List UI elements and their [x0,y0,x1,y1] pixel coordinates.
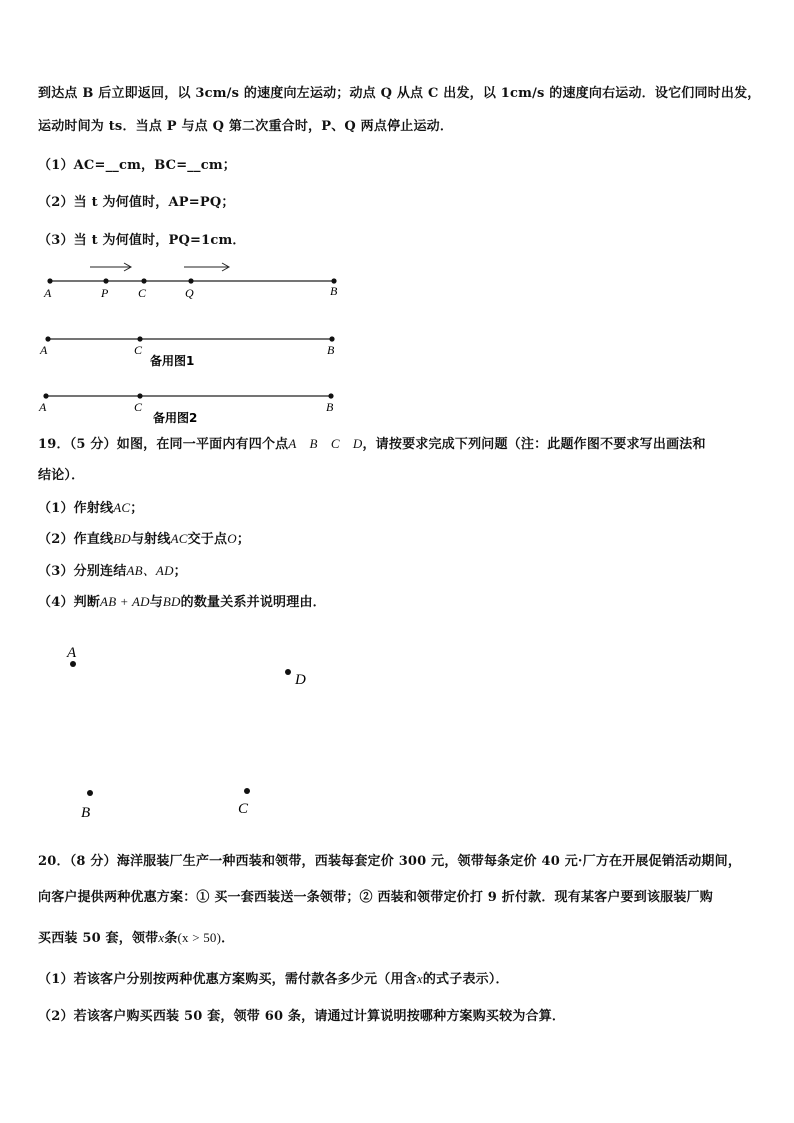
q19-sub1-end: ； [130,501,144,516]
label-a: A [40,343,48,357]
point-b [87,790,93,796]
label-c: C [134,400,143,414]
point-c [141,278,146,283]
q19-sub4-text: （4）判断 [38,595,101,610]
q20-sub1-var: x [416,971,423,986]
q19-figure [0,635,794,825]
q19-stem-line2: 结论）． [38,468,85,483]
point-a [70,661,76,667]
q19-subquestion-4 [38,591,326,610]
q19-sub1-text: （1）作射线 [38,501,114,516]
q19-sub3-end: ； [173,564,187,579]
q18-figure-spare-1 [39,336,335,368]
point-p [103,278,108,283]
q20-text-line2: 向客户提供两种优惠方案：① 买一套西装送一条领带；② 西装和领带定价打 9 折付款．现有某客户要到该服装厂购 [38,890,713,905]
label-b: B [327,343,335,357]
q19-sub1-math: AC [113,500,131,515]
q19-sub2-end: ； [236,532,251,547]
q20-line3-text2: 条 [164,931,178,946]
q18-text-line2: 运动时间为 ts．当点 P 与点 Q 第二次重合时，P、Q 两点停止运动． [38,119,454,134]
q19-sub4-math2: BD [162,594,181,609]
q18-figure-main [43,263,338,300]
point-b [331,278,336,283]
q20-text-line1: 20．（8 分）海洋服装厂生产一种西装和领带，西装每套定价 300 元，领带每条定价 40 元·厂方在开展促销活动期间， [38,854,742,869]
q19-sub2-text: （2）作直线 [38,532,114,547]
q19-sub3-math: AB、AD [126,563,174,578]
label-a: A [67,645,77,661]
q19-sub2-math2: AC [170,531,188,546]
label-a: A [39,400,47,414]
q19-sub3-text: （3）分别连结 [38,564,127,579]
q19-sub4-end: 的数量关系并说明理由． [180,595,326,610]
label-p: P [101,286,109,300]
q19-subquestion-3 [38,560,187,579]
q20-line3-end: ． [221,931,235,946]
q19-subquestion-2 [38,528,250,547]
q18-figure-spare-2 [38,393,334,425]
q19-stem-points: A B C D [288,436,363,451]
q19-sub2-math3: O [227,531,237,546]
q19-sub2-text2: 与射线 [130,532,171,547]
q18-text-line1: 到达点 B 后立即返回，以 3cm/s 的速度向左运动；动点 Q 从点 C 出发，以 1cm/s 的速度向右运动．设它们同时出发， [38,86,761,101]
point-q [188,278,193,283]
q20-line3-text: 买西装 50 套，领带 [38,931,159,946]
q19-stem-start: 19．（5 分）如图，在同一平面内有四个点 [38,437,289,452]
q20-subquestion-2: （2）若该客户购买西装 50 套，领带 60 条，请通过计算说明按哪种方案购买较为合算． [38,1009,566,1024]
point-d [285,669,291,675]
caption-spare-2: 备用图2 [153,411,198,425]
q20-line3-var: x [158,930,165,945]
q19-stem-line1 [38,433,706,452]
point-a [47,278,52,283]
arrow-q-icon [184,263,229,271]
label-b: B [81,805,91,821]
q19-sub4-math1: AB + AD [100,594,150,609]
point-c [244,788,250,794]
q18-subquestion-3: （3）当 t 为何值时，PQ=1cm． [38,233,246,248]
q19-subquestion-1 [38,497,143,516]
label-c: C [238,801,249,817]
q18-subquestion-1: （1）AC=__cm，BC=__cm； [38,158,236,173]
caption-spare-1: 备用图1 [150,354,195,368]
q19-sub2-text3: 交于点 [187,532,228,547]
label-c: C [134,343,143,357]
q20-line3-condition: (x > 50) [177,930,222,945]
point-b [328,393,333,398]
q20-sub1-text: （1）若该客户分别按两种优惠方案购买，需付款各多少元（用含 [38,972,417,987]
point-b [329,336,334,341]
q18-figures [0,255,794,425]
q19-sub2-math1: BD [113,531,131,546]
point-c [137,336,142,341]
q20-subquestion-1 [38,968,509,987]
label-a: A [44,286,52,300]
point-a [45,336,50,341]
q20-text-line3 [38,927,234,946]
point-c [137,393,142,398]
point-a [43,393,48,398]
label-b: B [326,400,334,414]
q19-stem-end: ，请按要求完成下列问题（注：此题作图不要求写出画法和 [362,437,706,452]
q18-subquestion-2: （2）当 t 为何值时，AP=PQ； [38,195,235,210]
label-b: B [330,284,338,298]
label-c: C [138,286,147,300]
arrow-p-icon [90,263,131,271]
q19-sub4-text2: 与 [149,595,163,610]
label-q: Q [185,286,194,300]
label-d: D [295,672,306,688]
q20-sub1-end: 的式子表示）． [422,972,509,987]
